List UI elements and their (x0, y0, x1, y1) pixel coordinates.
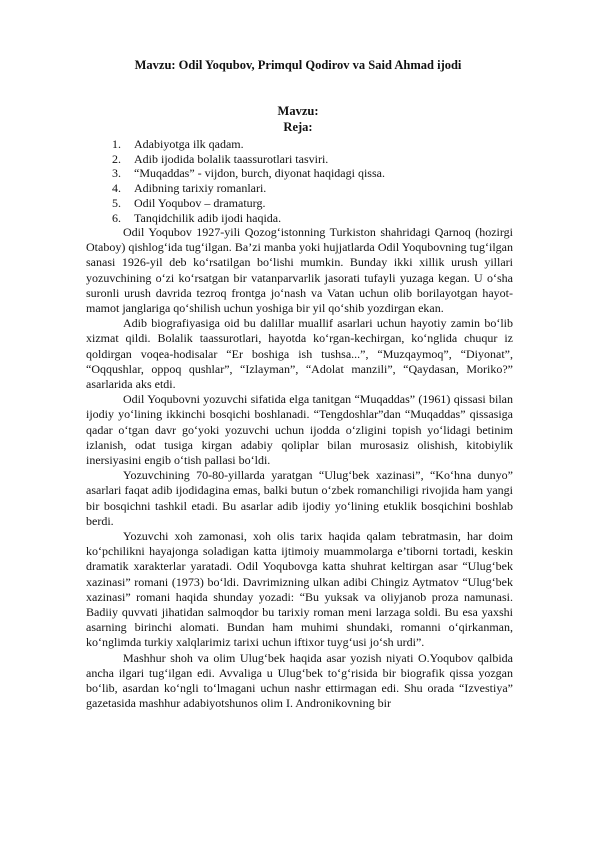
plan-item-text: Odil Yoqubov – dramaturg. (134, 195, 266, 210)
plan-item-number: 3. (112, 166, 121, 181)
plan-item (112, 196, 385, 211)
plan-item-number: 6. (112, 210, 121, 225)
paragraph: Yozuvchining 70-80-yillarda yaratgan “Ulug‘bek xazinasi”, “Ko‘hna dunyo” asarlari faqat adib ijodidagina emas, balki butun o‘zbek romanchiligi rivojida ham yangi bir bosqichni tashkil etadi. Bu asarlar adib ijodiy yo‘lining etuklik bosqichini boshlab berdi. (86, 468, 513, 528)
plan-item (112, 181, 385, 196)
plan-item (112, 137, 385, 152)
document-title: Mavzu: Odil Yoqubov, Primqul Qodirov va Said Ahmad ijodi (134, 58, 462, 72)
plan-item-number: 5. (112, 195, 121, 210)
body-text (86, 225, 513, 712)
plan-item-text: Tanqidchilik adib ijodi haqida. (134, 210, 282, 225)
paragraph: Odil Yoqubovni yozuvchi sifatida elga tanitgan “Muqaddas” (1961) qissasi bilan ijodiy yo‘lining ikkinchi bosqichi boshlanadi. “Tengdoshlar”dan “Muqaddas” qissasiga qadar o‘tgan davr go‘yoki yozuvchi uchun ijodda o‘zligini topish yo‘lidagi betinim izlanish, odat tusiga kirgan adabiy qoliplar bilan murosasiz olishish, kitobiylik inersiyasini engib o‘tish pallasi bo‘ldi. (86, 392, 513, 468)
plan-item (112, 152, 385, 167)
plan-item (112, 166, 385, 181)
plan-item-number: 2. (112, 151, 121, 166)
plan-item (112, 211, 385, 226)
mavzu-heading: Mavzu: (277, 104, 319, 118)
paragraph: Yozuvchi xoh zamonasi, xoh olis tarix haqida qalam tebratmasin, har doim ko‘pchilikni hayajonga soladigan katta ijtimoiy muammolarga e’tiborni tortadi, keskin dramatik xarakterlar yaratadi. Odil Yoqubovga katta shuhrat keltirgan asar “Ulug‘bek xazinasi” romani (1973) bo‘ldi. Davrimizning ulkan adibi Chingiz Aytmatov “Ulug‘bek xazinasi” romani haqida shunday yozadi: “Bu yuksak va oliyjanob proza namunasi. Badiiy quvvati jihatidan salmoqdor bu tarixiy roman meni larzaga soldi. Bu esa yaxshi asarning birinchi alomati. Bundan ham muhimi shundaki, romanni o‘qirkanman, ko‘nglimda turkiy xalqlarimiz tarixi uchun iftixor tuyg‘usi jo‘sh urdi”. (86, 529, 513, 650)
plan-item-text: Adib ijodida bolalik taassurotlari tasviri. (134, 151, 329, 166)
paragraph: Odil Yoqubov 1927-yili Qozog‘istonning Turkiston shahridagi Qarnoq (hozirgi Otaboy) qishlog‘ida tug‘ilgan. Ba’zi manba yoki hujjatlarda Odil Yoqubovning tug‘ilgan sanasi 1926-yil deb ko‘rsatilgan bo‘lishi mumkin. Bunday ikki xillik urush yillari yozuvchining o‘zi ko‘rsatgan bir vatanparvarlik jasorati tufayli yuzaga kegan. U o‘sha suronli urush davrida tezroq frontga jo‘nash va Vatan uchun olib borilayotgan hayot-mamot janglariga qo‘shilish uchun yoshiga bir yil qo‘shib yozdirgan ekan. (86, 225, 513, 316)
plan-item-text: “Muqaddas” - vijdon, burch, diyonat haqidagi qissa. (134, 166, 385, 181)
plan-item-text: Adibning tarixiy romanlari. (134, 181, 267, 196)
plan-list (112, 137, 385, 225)
paragraph: Mashhur shoh va olim Ulug‘bek haqida asar yozish niyati O.Yoqubov qalbida ancha ilgari tug‘ilgan edi. Avvaliga u Ulug‘bek to‘g‘risida bir biografik qissa yozgan bo‘lib, asardan ko‘ngli to‘lmagani uchun nashr ettirmagan edi. Shu orada “Izvestiya” gazetasida mashhur adabiyotshunos olim I. Andronikovning bir (86, 650, 513, 711)
plan-item-number: 1. (112, 137, 121, 151)
reja-heading: Reja: (283, 120, 313, 134)
plan-item-text: Adabiyotga ilk qadam. (134, 137, 244, 151)
plan-item-number: 4. (112, 181, 121, 196)
paragraph: Adib biografiyasiga oid bu dalillar muallif asarlari uchun hayotiy zamin bo‘lib xizmat qildi. Bolalik taassurotlari, hayotda ko‘rgan-kechirgan, ko‘nglida chuqur iz qoldirgan voqea-hodisalar “Er boshiga ish tushsa...”, “Muzqaymoq”, “Diyonat”, “Oqqushlar, oppoq qushlar”, “Izlayman”, “Adolat manzili”, “Qaydasan, Moriko?” asarlarida aks etdi. (86, 316, 513, 392)
